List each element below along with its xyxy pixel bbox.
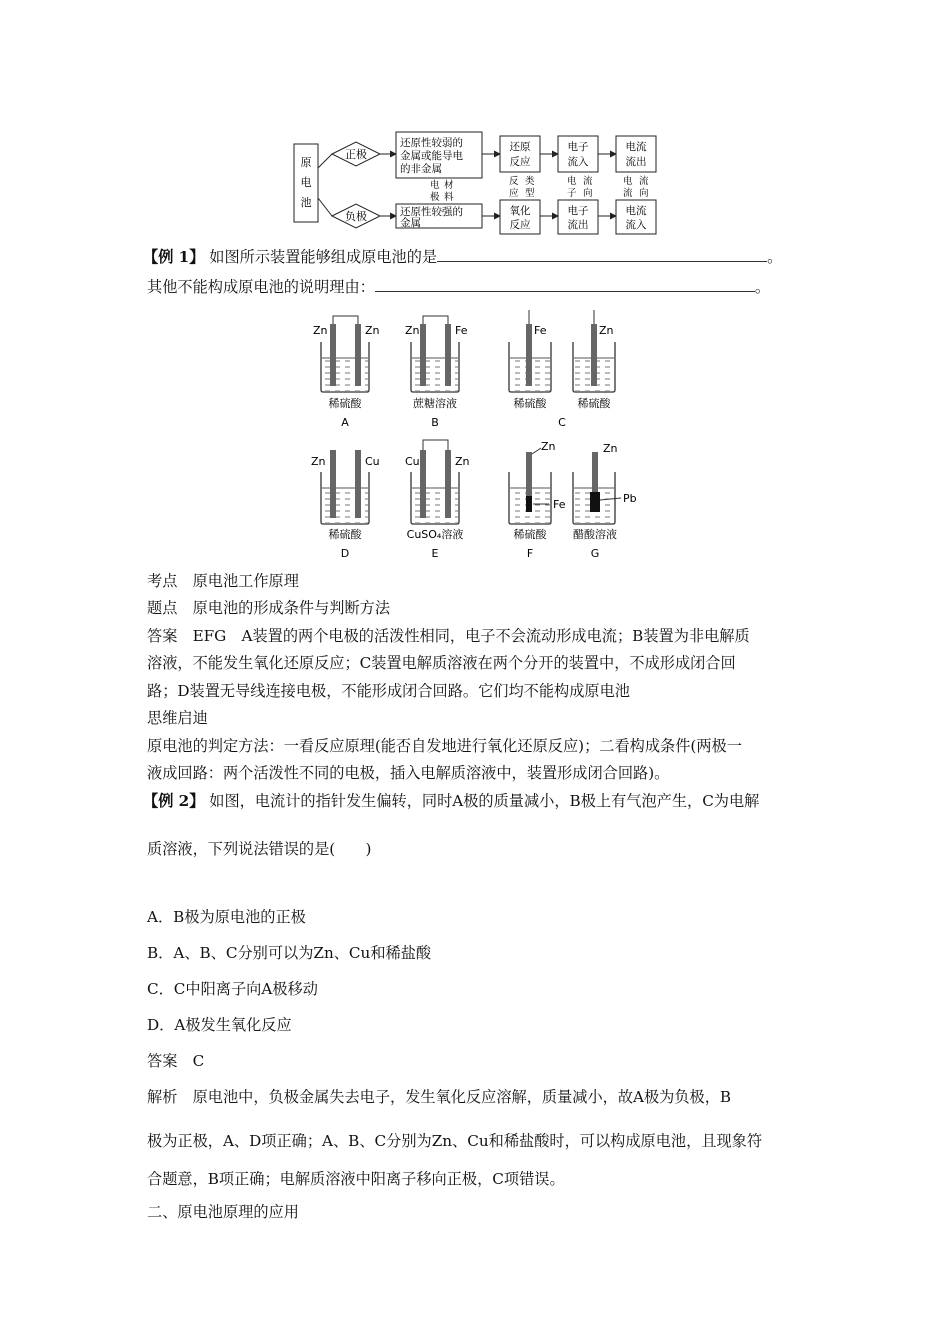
svg-text:电流: 电流 [625,205,647,217]
option-B[interactable]: B．A、B、C分别可以为Zn、Cu和稀盐酸 [147,944,432,962]
D-left: Zn [311,455,326,468]
svg-text:还原性较弱的: 还原性较弱的 [400,137,463,149]
svg-text:还原性较强的: 还原性较强的 [400,206,463,218]
subtopic-line: 题点 原电池的形成条件与判断方法 [147,599,390,617]
insight-line-2: 液成回路：两个活泼性不同的电极，插入电解质溶液中，装置形成闭合回路)。 [147,764,670,782]
svg-text:氧化: 氧化 [509,205,531,217]
D-label: D [340,547,350,560]
svg-text:电子: 电子 [567,205,589,217]
example1-line2: 其他不能构成原电池的说明理由： 。 [147,278,770,296]
insight-line-1: 原电池的判定方法：一看反应原理(能否自发地进行氧化还原反应)；二看构成条件(两极一 [147,737,742,755]
answer-blank-2[interactable] [375,277,755,292]
insight-heading: 思维启迪 [147,709,208,727]
example2-tag: 【例 2】 [143,792,205,810]
apparatus-B [405,316,468,429]
svg-text:反应: 反应 [509,156,531,168]
B-solution: 蔗糖溶液 [413,397,457,410]
apparatus-G [573,442,637,560]
E-right: Zn [455,455,470,468]
example1-line1: 【例 1】 如图所示装置能够组成原电池的是 。 [143,248,783,266]
analysis-line-1: 解析 原电池中，负极金属失去电子，发生氧化反应溶解，质量减小，故A极为负极，B [147,1088,732,1106]
A-left: Zn [313,324,328,337]
svg-text:子: 子 [567,188,577,199]
section-heading: 二、原电池原理的应用 [147,1203,299,1221]
root-char-3: 池 [300,196,312,209]
svg-text:电: 电 [567,176,577,187]
svg-text:流出: 流出 [567,219,589,231]
example2-answer: 答案 C [147,1052,205,1070]
option-A[interactable]: A．B极为原电池的正极 [147,908,306,926]
answer-blank-1[interactable] [437,247,767,262]
C-right: Zn [599,324,614,337]
svg-text:电: 电 [623,176,633,187]
E-solution: CuSO₄溶液 [406,528,464,541]
svg-text:电子: 电子 [567,141,589,153]
B-label: B [431,416,439,429]
positive-label: 正极 [345,148,367,161]
F-label: F [526,547,534,560]
F-solution: 稀硫酸 [513,528,547,541]
G-top: Zn [603,442,618,455]
G-solution: 醋酸溶液 [573,528,617,541]
B-right: Fe [455,324,468,337]
apparatus-figure [305,310,650,565]
svg-text:流: 流 [639,176,649,187]
D-solution: 稀硫酸 [328,528,362,541]
answer-line-3: 路；D装置无导线连接电极，不能形成闭合回路。它们均不能构成原电池 [147,682,630,700]
svg-text:料: 料 [444,192,454,203]
apparatus-F [509,440,566,560]
A-right: Zn [365,324,380,337]
svg-text:流: 流 [623,188,633,199]
F-top: Zn [541,440,556,453]
example1-question: 如图所示装置能够组成原电池的是 [209,248,438,266]
svg-text:流入: 流入 [567,156,589,168]
example2-question: 如图，电流计的指针发生偏转，同时A极的质量减小，B极上有气泡产生，C为电解 [209,792,760,810]
apparatus-D [311,450,380,560]
example2-line2: 质溶液，下列说法错误的是( ) [147,840,372,858]
svg-text:反应: 反应 [509,219,531,231]
svg-text:材: 材 [444,180,454,191]
negative-label: 负极 [345,210,367,223]
answer-line-1: 答案 EFG A装置的两个电极的活泼性相同，电子不会流动形成电流；B装置为非电解质 [147,627,750,645]
E-left: Cu [405,455,420,468]
svg-text:金属或能导电: 金属或能导电 [400,150,463,162]
example1-reason-label: 其他不能构成原电池的说明理由： [147,278,375,296]
svg-text:还原: 还原 [509,141,531,153]
root-char-2: 电 [300,176,312,189]
svg-text:的非金属: 的非金属 [400,163,442,175]
root-char-1: 原 [300,156,312,169]
analysis-line-3: 合题意，B项正确；电解质溶液中阳离子移向正极，C项错误。 [147,1170,565,1188]
example1-tag: 【例 1】 [143,248,205,266]
concept-map [290,128,670,240]
svg-text:电: 电 [430,180,440,191]
svg-text:流出: 流出 [625,156,647,168]
G-label: G [590,547,600,560]
apparatus-C [509,310,615,429]
apparatus-A [313,316,380,429]
apparatus-E [405,440,470,560]
C-solution-1: 稀硫酸 [513,397,547,410]
svg-text:型: 型 [525,188,535,199]
E-label: E [431,547,439,560]
A-solution: 稀硫酸 [328,397,362,410]
svg-text:类: 类 [525,176,535,187]
svg-text:流: 流 [583,176,593,187]
example2-line1 [143,790,759,812]
svg-text:应: 应 [509,188,519,199]
svg-text:极: 极 [430,192,440,203]
F-side: Fe [553,498,566,511]
C-left: Fe [534,324,547,337]
G-side: Pb [623,492,637,505]
option-C[interactable]: C．C中阳离子向A极移动 [147,980,318,998]
neg-material-line2: 金属 [400,217,421,229]
A-label: A [341,416,349,429]
analysis-line-2: 极为正极，A、D项正确；A、B、C分别为Zn、Cu和稀盐酸时，可以构成原电池，且现象符 [147,1132,763,1150]
C-solution-2: 稀硫酸 [577,397,611,410]
svg-text:流入: 流入 [625,219,647,231]
option-D[interactable]: D．A极发生氧化反应 [147,1016,292,1034]
C-label: C [558,416,566,429]
D-right: Cu [365,455,380,468]
svg-text:向: 向 [583,188,593,199]
answer-line-2: 溶液，不能发生氧化还原反应；C装置电解质溶液在两个分开的装置中，不成形成闭合回 [147,654,736,672]
svg-text:反: 反 [509,176,519,187]
svg-text:向: 向 [639,188,649,199]
B-left: Zn [405,324,420,337]
svg-text:电流: 电流 [625,141,647,153]
topic-line: 考点 原电池工作原理 [147,572,299,590]
